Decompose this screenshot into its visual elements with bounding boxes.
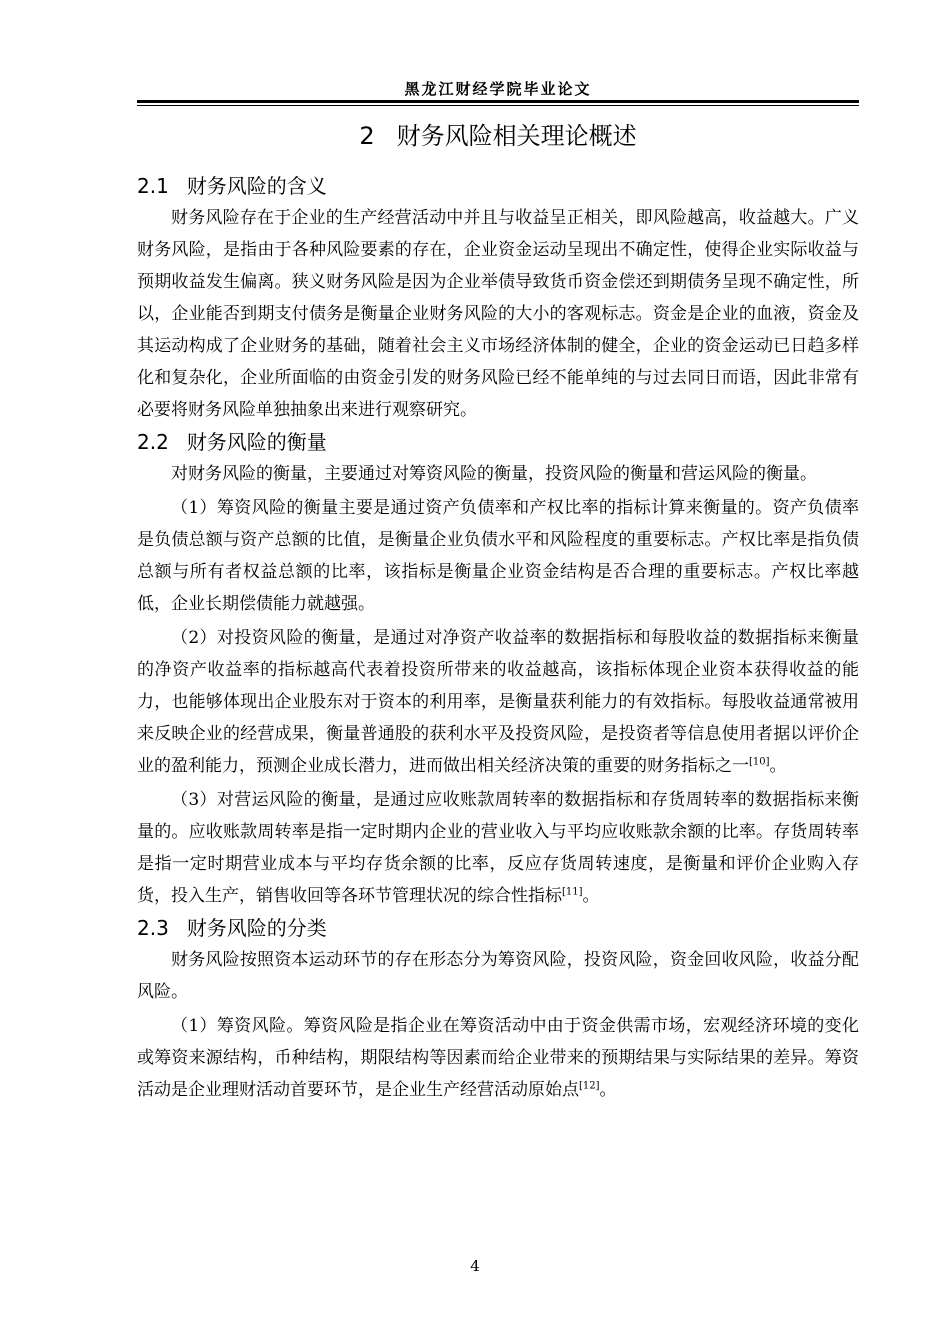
section-number: 2.1 (137, 174, 169, 198)
section-number: 2.2 (137, 430, 169, 454)
punctuation: 。 (769, 756, 787, 776)
page-number: 4 (470, 1257, 480, 1275)
citation: [10] (749, 756, 770, 768)
section-heading-2-2 (137, 426, 859, 458)
paragraph (137, 784, 859, 912)
paragraph-text: （3）对营运风险的衡量，是通过应收账款周转率的数据指标和存货周转率的数据指标来衡量的。应收账款周转率是指一定时期内企业的营业收入与平均应收账款余额的比率。存货周转率是指一定时期营业成本与平均存货余额的比率，反应存货周转速度，是衡量和评价企业购入存货，投入生产，销售收回等各环节管理状况的综合性指标 (137, 790, 859, 906)
paragraph-text: （1）筹资风险。筹资风险是指企业在筹资活动中由于资金供需市场，宏观经济环境的变化或筹资来源结构，币种结构，期限结构等因素而给企业带来的预期结果与实际结果的差异。筹资活动是企业理财活动首要环节，是企业生产经营活动原始点 (137, 1016, 859, 1100)
section-heading-2-3 (137, 912, 859, 944)
header-rule-thick (137, 100, 859, 103)
section-title: 财务风险的衡量 (186, 430, 327, 454)
body-content (137, 170, 859, 1106)
running-header: 黑龙江财经学院毕业论文 (404, 80, 592, 98)
citation: [11] (562, 886, 583, 898)
section-title: 财务风险的分类 (186, 916, 327, 940)
paragraph: （1）筹资风险的衡量主要是通过资产负债率和产权比率的指标计算来衡量的。资产负债率是负债总额与资产总额的比值，是衡量企业负债水平和风险程度的重要标志。产权比率是指负债总额与所有者权益总额的比率，该指标是衡量企业资金结构是否合理的重要标志。产权比率越低，企业长期偿债能力就越强。 (137, 498, 859, 614)
punctuation: 。 (599, 1080, 617, 1100)
paragraph: 对财务风险的衡量，主要通过对筹资风险的衡量，投资风险的衡量和营运风险的衡量。 (171, 464, 817, 484)
punctuation: 。 (582, 886, 600, 906)
paragraph-text: （2）对投资风险的衡量，是通过对净资产收益率的数据指标和每股收益的数据指标来衡量的净资产收益率的指标越高代表着投资所带来的收益越高，该指标体现企业资本获得收益的能力，也能够体现出企业股东对于资本的利用率，是衡量获利能力的有效指标。每股收益通常被用来反映企业的经营成果，衡量普通股的获利水平及投资风险，是投资者等信息使用者据以评价企业的盈利能力，预测企业成长潜力，进而做出相关经济决策的重要的财务指标之一 (137, 628, 859, 776)
section-title: 财务风险的含义 (186, 174, 327, 198)
header-rule-thin (137, 105, 859, 106)
chapter-title-text: 财务风险相关理论概述 (396, 122, 637, 150)
section-heading-2-1 (137, 170, 859, 202)
paragraph: 财务风险存在于企业的生产经营活动中并且与收益呈正相关，即风险越高，收益越大。广义财务风险，是指由于各种风险要素的存在，企业资金运动呈现出不确定性，使得企业实际收益与预期收益发生偏离。狭义财务风险是因为企业举债导致货币资金偿还到期债务呈现不确定性，所以，企业能否到期支付债务是衡量企业财务风险的大小的客观标志。资金是企业的血液，资金及其运动构成了企业财务的基础，随着社会主义市场经济体制的健全，企业的资金运动已日趋多样化和复杂化，企业所面临的由资金引发的财务风险已经不能单纯的与过去同日而语，因此非常有必要将财务风险单独抽象出来进行观察研究。 (137, 208, 859, 420)
paragraph: 财务风险按照资本运动环节的存在形态分为筹资风险，投资风险，资金回收风险，收益分配风险。 (137, 950, 859, 1002)
chapter-title (137, 116, 859, 151)
section-number: 2.3 (137, 916, 169, 940)
paragraph (137, 1010, 859, 1106)
chapter-number: 2 (359, 122, 375, 150)
paragraph (137, 622, 859, 782)
citation: [12] (579, 1080, 600, 1092)
